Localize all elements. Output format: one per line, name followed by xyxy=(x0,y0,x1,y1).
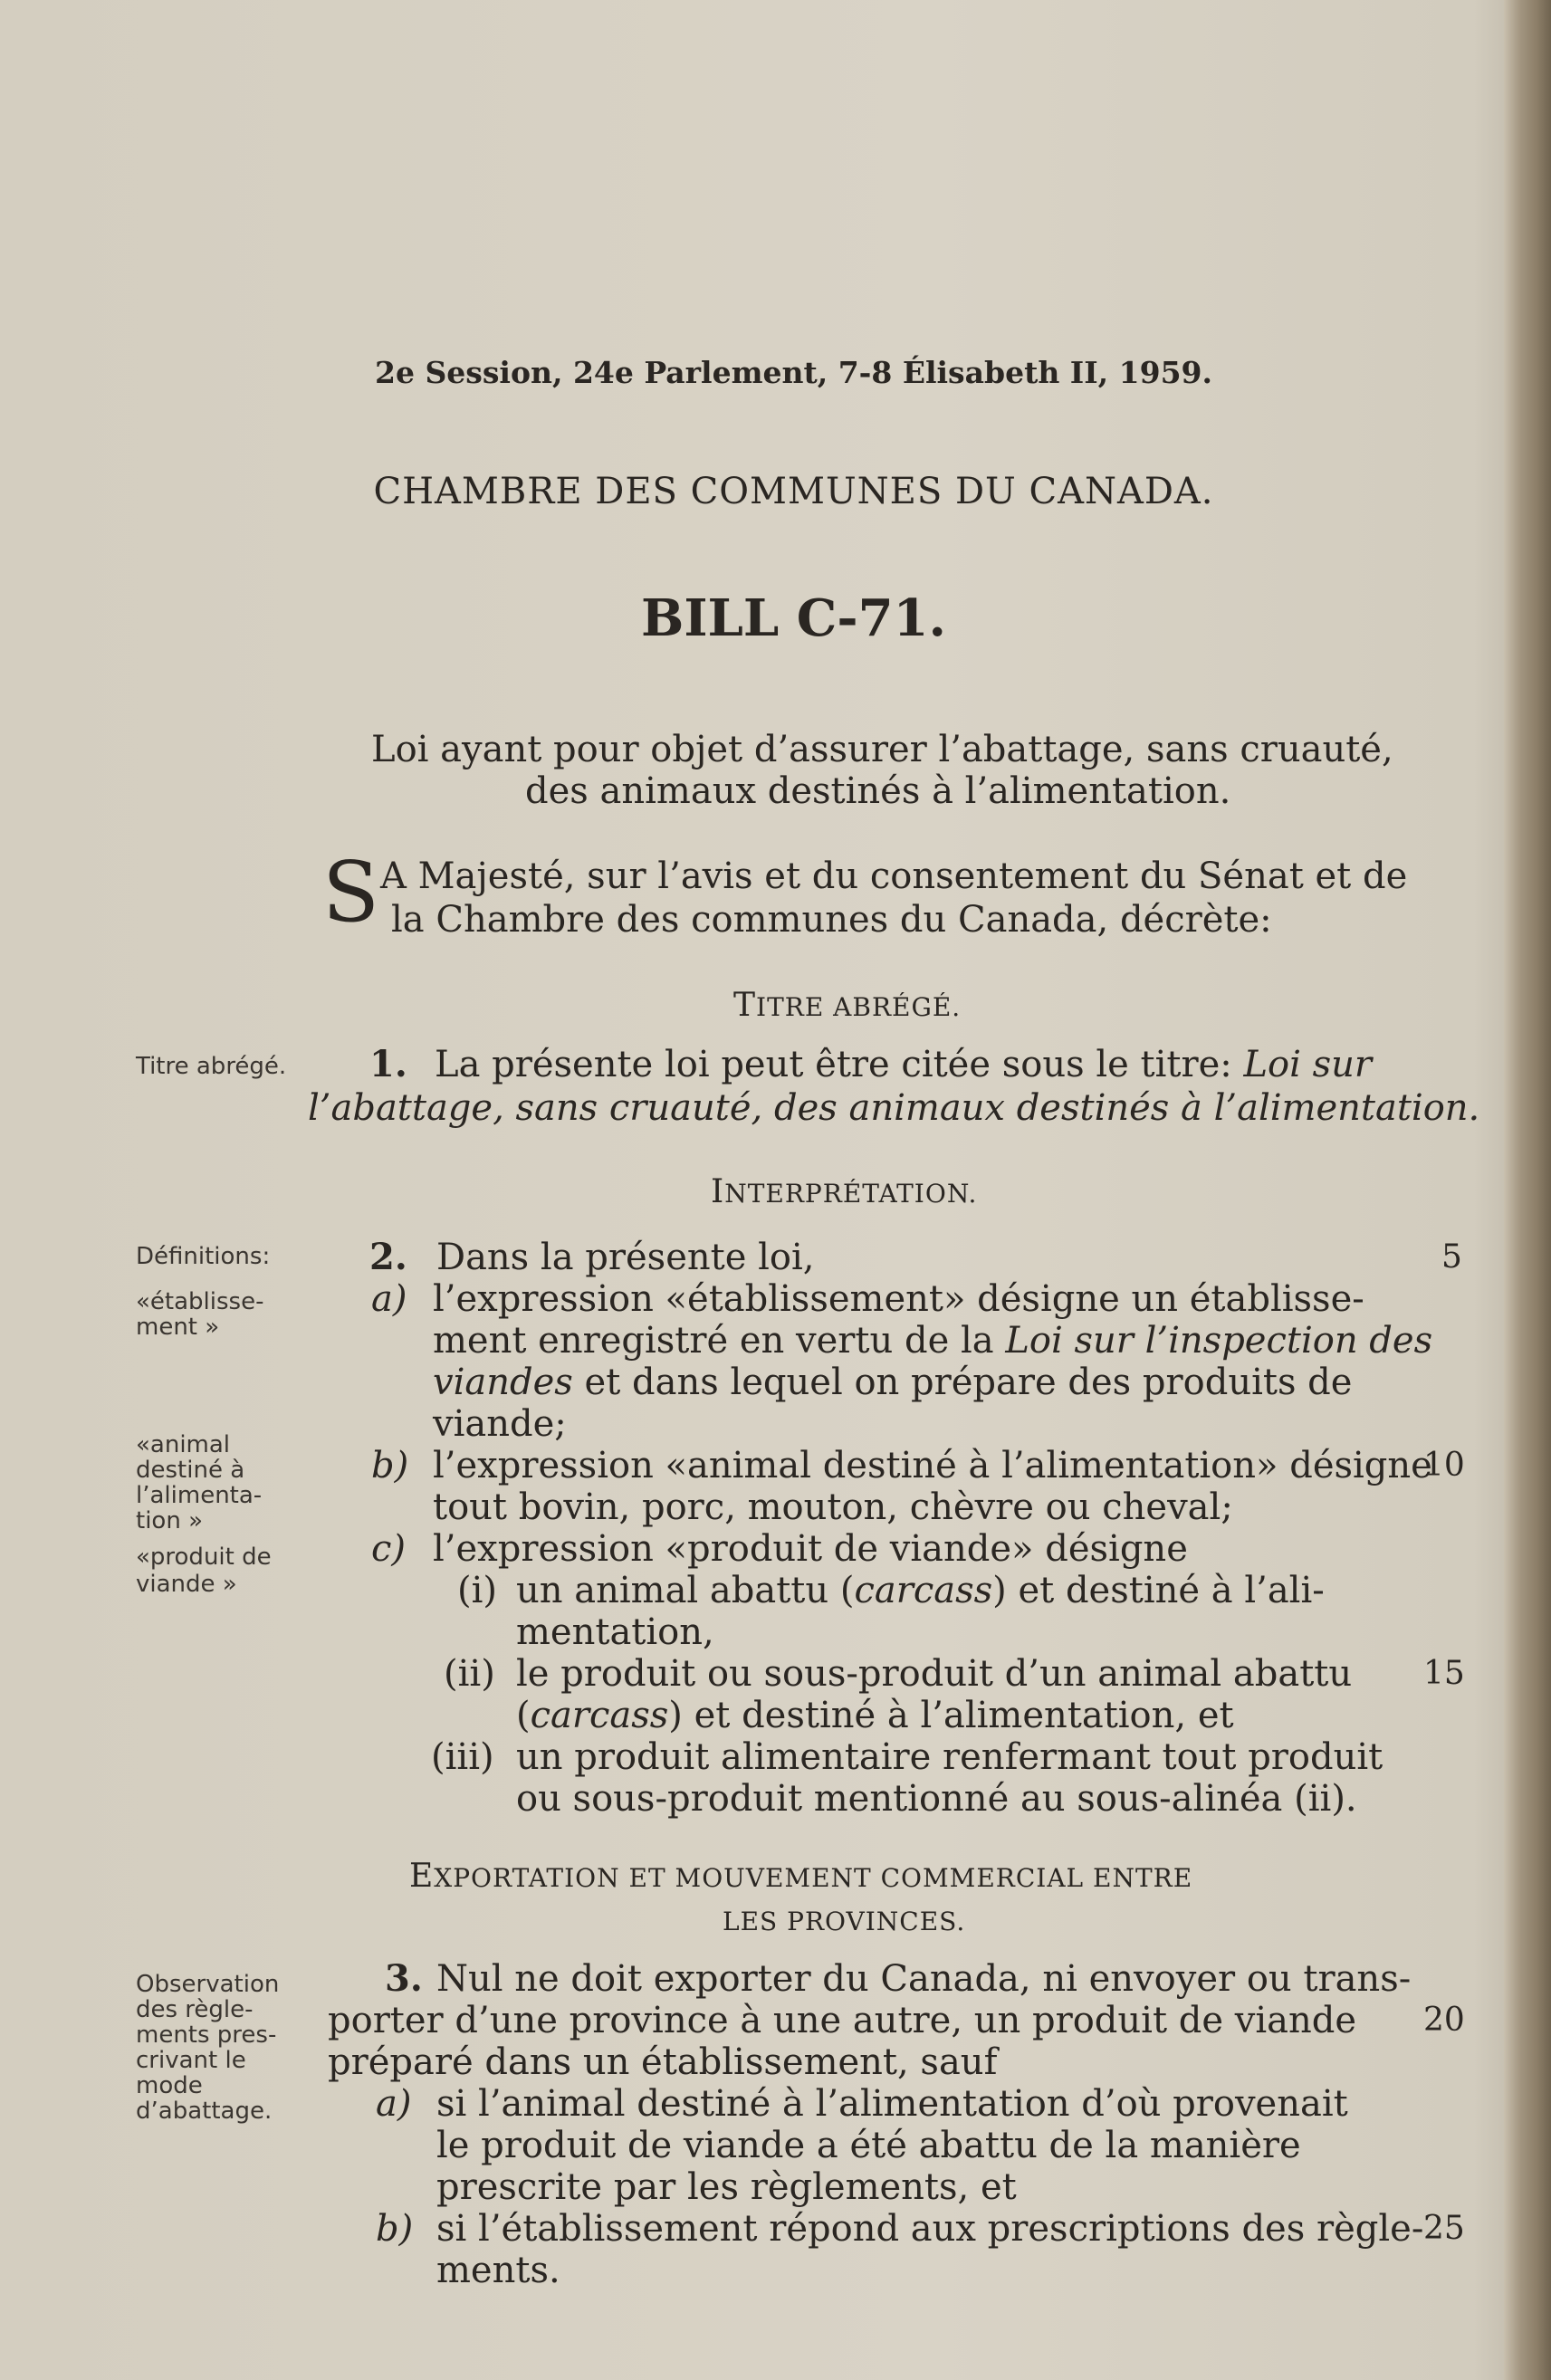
margin-note-animal-3: l’alimenta- xyxy=(136,1482,263,1509)
heading-export-line-1 xyxy=(409,1858,1192,1895)
s3-para-a-line-3: prescrite par les règlements, et xyxy=(436,2166,1017,2208)
subpara-ii-line-1: le produit ou sous-produit d’un animal abattu xyxy=(516,1653,1353,1695)
para-c-label-text: c) xyxy=(371,1528,407,1570)
line-number-5: 5 xyxy=(1441,1238,1462,1276)
line-number-15: 15 xyxy=(1423,1655,1465,1692)
para-a-line-3-italic: viandes xyxy=(433,1362,573,1403)
chamber-title: CHAMBRE DES COMMUNES DU CANADA. xyxy=(373,471,1214,512)
line-number-10: 10 xyxy=(1423,1447,1465,1484)
margin-note-obs-3: ments pres- xyxy=(136,2022,277,2049)
section-1-line-2 xyxy=(308,1087,1479,1129)
para-a-line-2-text: ment enregistré en vertu de la xyxy=(433,1320,994,1362)
para-b-label-text: b) xyxy=(371,1445,409,1486)
margin-note-definitions: Définitions: xyxy=(136,1243,271,1270)
subpara-ii-label: (ii) xyxy=(444,1653,495,1695)
s3-para-b-label-text: b) xyxy=(376,2208,414,2250)
margin-note-short-title: Titre abrégé. xyxy=(136,1053,287,1080)
subpara-ii-post: ) et destiné à l’alimentation, et xyxy=(668,1695,1234,1736)
section-2-number: 2. xyxy=(369,1236,407,1278)
subpara-ii-pre: ( xyxy=(516,1695,531,1736)
heading-interpretation-rest: NTERPRÉTATION. xyxy=(724,1179,978,1209)
subpara-iii-line-1: un produit alimentaire renfermant tout produit xyxy=(516,1736,1383,1778)
subpara-iii-line-2: ou sous-produit mentionné au sous-alinéa (ii). xyxy=(516,1778,1357,1820)
long-title-line-2: des animaux destinés à l’alimentation. xyxy=(525,770,1231,812)
subpara-i-label: (i) xyxy=(457,1570,498,1611)
margin-note-etab-1: «établisse- xyxy=(136,1288,264,1315)
margin-note-obs-5: mode xyxy=(136,2072,203,2099)
subpara-i-line-2: mentation, xyxy=(516,1611,714,1653)
margin-note-animal-2: destiné à xyxy=(136,1457,245,1484)
para-a-line-2-italic: Loi sur l’inspection des xyxy=(1005,1320,1433,1362)
s3-para-b-line-1: si l’établissement répond aux prescriptions des règle- xyxy=(436,2208,1424,2250)
heading-short-title-initial: T xyxy=(733,987,757,1024)
para-a-line-3-text: et dans lequel on prépare des produits de xyxy=(584,1362,1353,1403)
heading-export-rest-1: XPORTATION ET MOUVEMENT COMMERCIAL ENTRE xyxy=(434,1863,1193,1893)
subpara-i-italic: carcass xyxy=(854,1570,993,1611)
margin-note-produit-1: «produit de xyxy=(136,1544,272,1571)
para-a-label-text: a) xyxy=(371,1278,407,1320)
bill-number: BILL C-71. xyxy=(640,588,946,648)
subpara-i-line-1 xyxy=(516,1570,1325,1611)
subpara-iii-label: (iii) xyxy=(431,1736,494,1778)
para-b-label xyxy=(371,1445,408,1486)
heading-export-rest-2: LES PROVINCES. xyxy=(723,1907,966,1936)
margin-note-obs-4: crivant le xyxy=(136,2047,246,2074)
s3-para-a-line-1: si l’animal destiné à l’alimentation d’où provenait xyxy=(436,2083,1348,2125)
section-3-line-3: préparé dans un établissement, sauf xyxy=(328,2041,998,2083)
section-1-italic-b: l’abattage, sans cruauté, des animaux destinés à l’alimentation. xyxy=(308,1087,1480,1129)
section-3-line-2: porter d’une province à une autre, un produit de viande xyxy=(328,2000,1357,2041)
margin-note-animal-4: tion » xyxy=(136,1507,203,1534)
section-1-italic-a: Loi sur xyxy=(1243,1044,1373,1085)
section-1-text: La présente loi peut être citée sous le titre: xyxy=(435,1044,1232,1085)
subpara-i-pre: un animal abattu ( xyxy=(516,1570,855,1611)
heading-export-line-2 xyxy=(723,1901,965,1938)
section-1-line-1 xyxy=(435,1044,1372,1085)
margin-note-obs-1: Observation xyxy=(136,1971,280,1998)
section-3-number: 3. xyxy=(385,1957,423,2000)
margin-note-etab-2: ment » xyxy=(136,1314,220,1341)
para-a-line-3 xyxy=(433,1362,1352,1403)
margin-note-obs-6: d’abattage. xyxy=(136,2098,273,2125)
heading-interpretation-initial: I xyxy=(711,1173,725,1210)
section-3-line-1: Nul ne doit exporter du Canada, ni envoyer ou trans- xyxy=(436,1958,1412,2000)
s3-para-a-label xyxy=(376,2083,411,2125)
heading-export-initial: E xyxy=(409,1858,435,1895)
heading-interpretation xyxy=(711,1173,977,1210)
margin-note-produit-2: viande » xyxy=(136,1571,237,1598)
subpara-ii-italic: carcass xyxy=(530,1695,669,1736)
para-c-line-1: l’expression «produit de viande» désigne xyxy=(433,1528,1188,1570)
para-a-label xyxy=(371,1278,407,1320)
s3-para-a-line-2: le produit de viande a été abattu de la manière xyxy=(436,2125,1301,2166)
para-a-line-2 xyxy=(433,1320,1432,1362)
session-line: 2e Session, 24e Parlement, 7-8 Élisabeth II, 1959. xyxy=(375,355,1212,390)
s3-para-a-label-text: a) xyxy=(376,2083,412,2125)
line-number-25: 25 xyxy=(1423,2210,1465,2247)
subpara-i-post: ) et destiné à l’ali- xyxy=(992,1570,1325,1611)
para-b-line-2: tout bovin, porc, mouton, chèvre ou cheval; xyxy=(433,1486,1233,1528)
s3-para-b-line-2: ments. xyxy=(436,2250,560,2291)
enacting-dropcap: S xyxy=(322,844,380,941)
section-2-intro: Dans la présente loi, xyxy=(436,1237,815,1278)
margin-note-obs-2: des règle- xyxy=(136,1996,254,2023)
enacting-line-1: A Majesté, sur l’avis et du consentement du Sénat et de xyxy=(380,855,1408,897)
line-number-20: 20 xyxy=(1423,2002,1465,2039)
margin-note-animal-1: «animal xyxy=(136,1431,231,1458)
section-1-number: 1. xyxy=(369,1043,407,1085)
subpara-ii-line-2 xyxy=(516,1695,1234,1736)
heading-short-title-rest: ITRE ABRÉGÉ. xyxy=(756,992,962,1022)
heading-short-title xyxy=(733,987,961,1024)
para-c-label xyxy=(371,1528,406,1570)
para-a-line-4: viande; xyxy=(433,1403,567,1445)
long-title-line-1: Loi ayant pour objet d’assurer l’abattage, sans cruauté, xyxy=(371,729,1393,770)
para-b-line-1: l’expression «animal destiné à l’alimentation» désigne xyxy=(433,1445,1432,1486)
s3-para-b-label xyxy=(376,2208,413,2250)
para-a-line-1: l’expression «établissement» désigne un établisse- xyxy=(433,1278,1364,1320)
enacting-line-2: la Chambre des communes du Canada, décrète: xyxy=(391,899,1272,941)
